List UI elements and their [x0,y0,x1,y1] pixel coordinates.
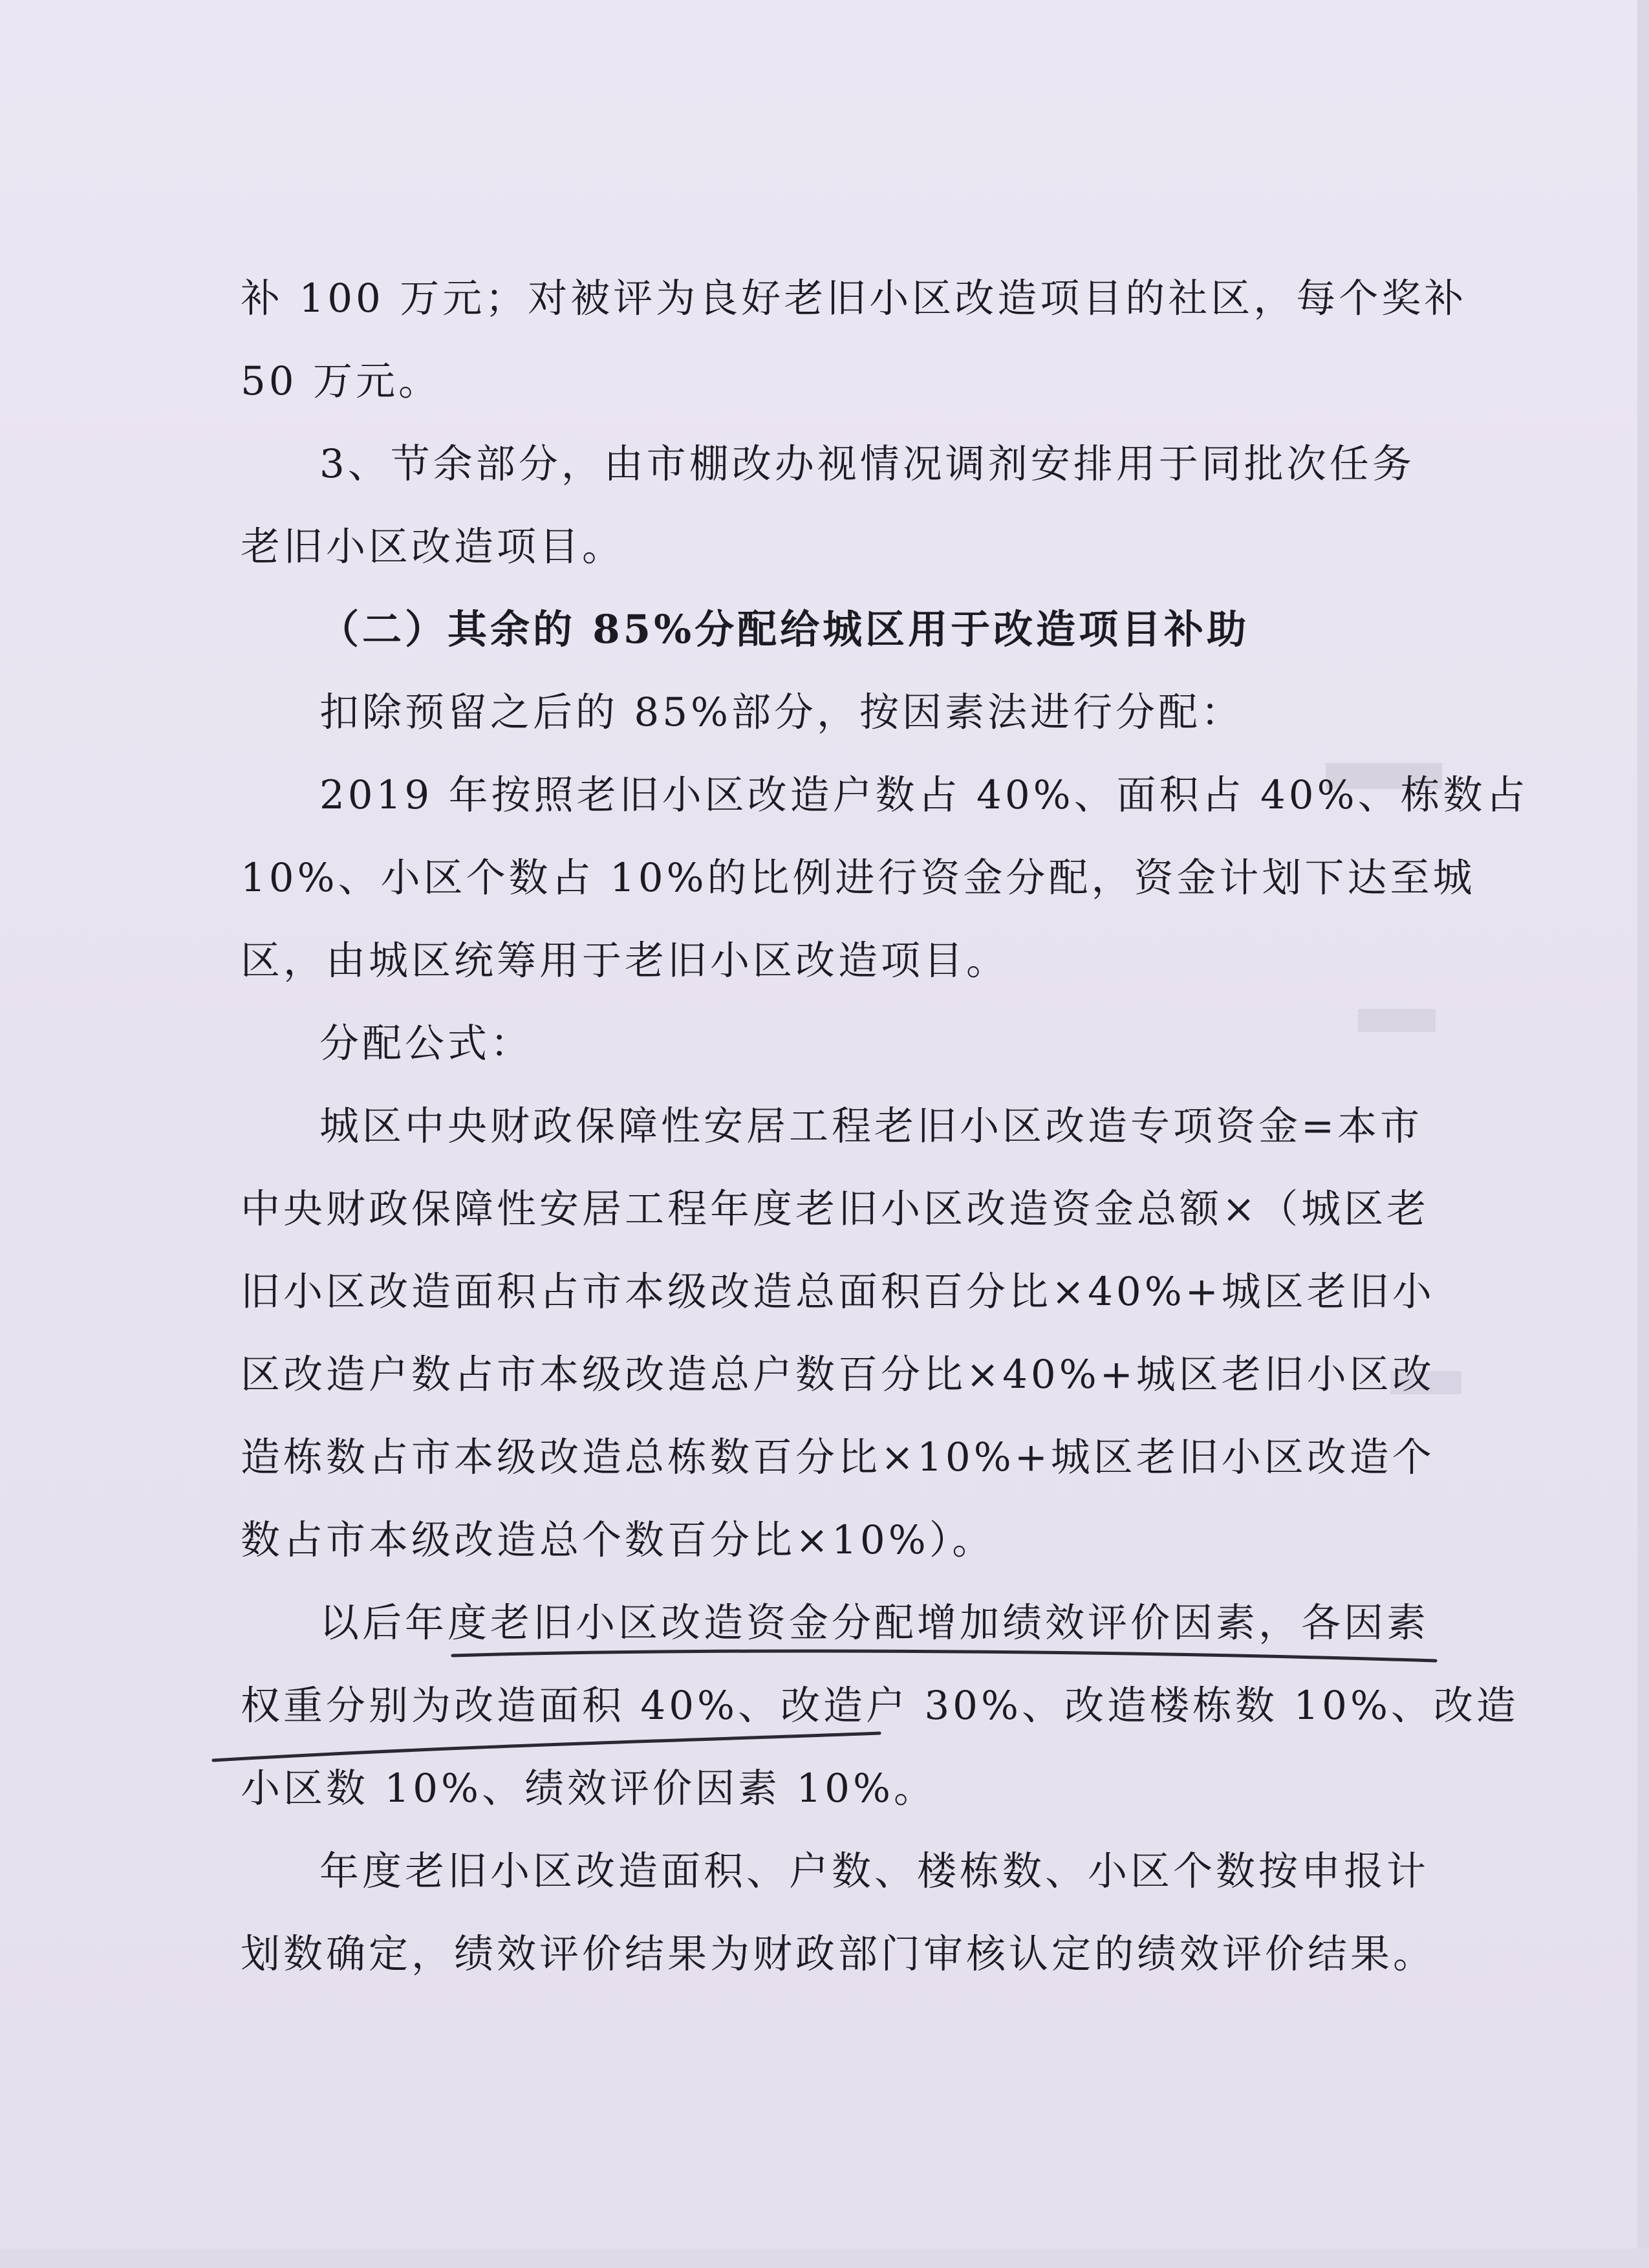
text-line: 区，由城区统筹用于老旧小区改造项目。 [241,938,1009,984]
text-line: 50 万元。 [241,358,442,404]
text-line: 分配公式： [319,1021,534,1066]
section-heading: （二）其余的 85%分配给城区用于改造项目补助 [319,607,1250,653]
text-line: 扣除预留之后的 85%部分，按因素法进行分配： [319,689,1244,735]
document-body [241,257,1529,1996]
text-line: 10%、小区个数占 10%的比例进行资金分配，资金计划下达至城 [241,855,1476,901]
text-line: 以后年度老旧小区改造资金分配增加绩效评价因素，各因素 [319,1600,1430,1646]
text-line: 小区数 10%、绩效评价因素 10%。 [241,1766,936,1811]
text-line: 数占市本级改造总个数百分比×10%）。 [241,1517,995,1563]
text-line: 中央财政保障性安居工程年度老旧小区改造资金总额×（城区老 [241,1186,1430,1232]
text-line: 造栋数占市本级改造总栋数百分比×10%+城区老旧小区改造个 [241,1434,1435,1480]
text-line: 年度老旧小区改造面积、户数、楼栋数、小区个数按申报计 [319,1848,1430,1894]
text-line: 旧小区改造面积占市本级改造总面积百分比×40%+城区老旧小 [241,1269,1435,1315]
text-line: 3、节余部分，由市棚改办视情况调剂安排用于同批次任务 [319,441,1415,487]
text-line: 补 100 万元；对被评为良好老旧小区改造项目的社区，每个奖补 [241,275,1467,321]
text-line: 权重分别为改造面积 40%、改造户 30%、改造楼栋数 10%、改造 [241,1683,1519,1729]
paper-edge-bottom [0,2249,1649,2268]
text-line: 区改造户数占市本级改造总户数百分比×40%+城区老旧小区改 [241,1352,1435,1398]
text-line: 老旧小区改造项目。 [241,524,625,570]
text-line: 2019 年按照老旧小区改造户数占 40%、面积占 40%、栋数占 [319,772,1529,818]
paper-edge-right [1637,0,1649,2268]
text-line: 划数确定，绩效评价结果为财政部门审核认定的绩效评价结果。 [241,1931,1436,1977]
text-line: 城区中央财政保障性安居工程老旧小区改造专项资金=本市 [319,1103,1423,1149]
